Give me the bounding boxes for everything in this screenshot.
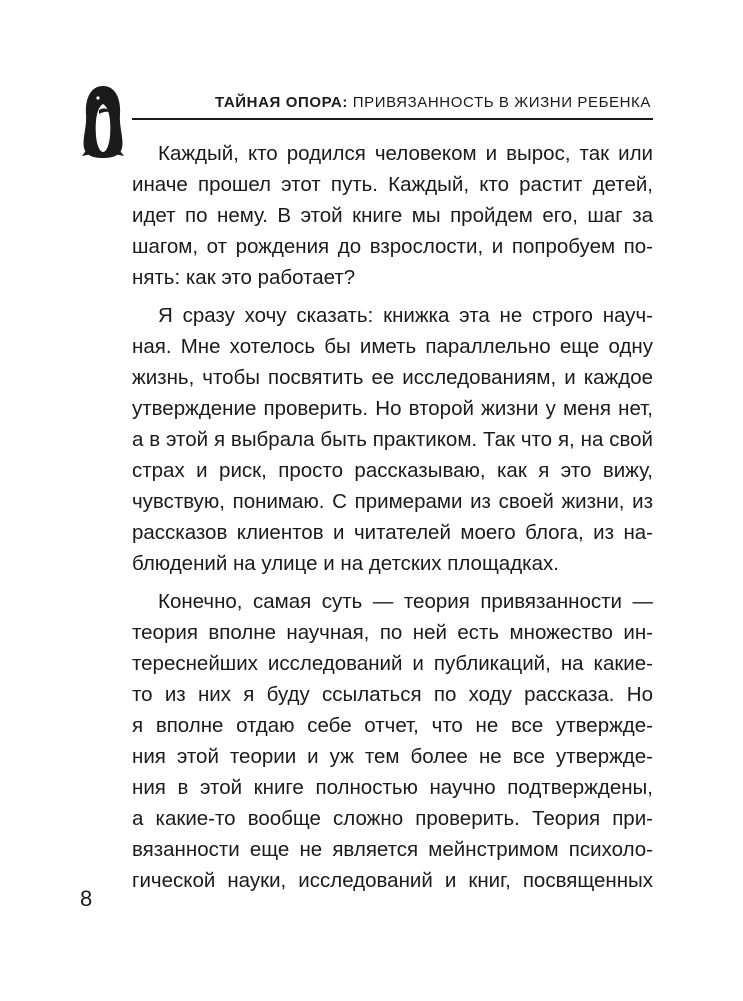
penguin-logo-icon <box>80 84 126 158</box>
page-number: 8 <box>80 886 93 911</box>
text-line: нять: как это работает? <box>132 266 356 289</box>
text-line: рассказов клиентов и читателей моего блога, из на- <box>132 521 653 544</box>
text-line: Конечно, самая суть — теория привязанности — <box>158 590 653 613</box>
text-line: ная. Мне хотелось бы иметь параллельно еще одну <box>132 335 653 358</box>
text-line: Каждый, кто родился человеком и вырос, так или <box>158 142 653 165</box>
text-line: Я сразу хочу сказать: книжка эта не строго науч- <box>158 304 653 327</box>
text-line: блюдений на улице и на детских площадках. <box>132 552 559 575</box>
text-line: гической науки, исследований и книг, посвященных <box>132 869 653 892</box>
text-line: а какие-то вообще сложно проверить. Теория при- <box>132 807 653 830</box>
header-title-bold: ТАЙНАЯ ОПОРА: <box>215 94 348 111</box>
text-line: я вполне отдаю себе отчет, что не все утвержде- <box>132 714 653 737</box>
text-line: шагом, от рождения до взрослости, и попробуем по- <box>132 235 653 258</box>
header-title-rest: ПРИВЯЗАННОСТЬ В ЖИЗНИ РЕБЕНКА <box>347 94 651 111</box>
text-line: чувствую, понимаю. С примерами из своей жизни, из <box>132 490 653 513</box>
text-line: страх и риск, просто рассказываю, как я это вижу, <box>132 459 653 482</box>
text-line: утверждение проверить. Но второй жизни у меня нет, <box>132 397 653 420</box>
text-line: а в этой я выбрала быть практиком. Так что я, на свой <box>132 428 653 451</box>
text-line: идет по нему. В этой книге мы пройдем его, шаг за <box>132 204 653 227</box>
body-text <box>132 138 653 896</box>
running-header <box>215 94 651 111</box>
text-line: то из них я буду ссылаться по ходу рассказа. Но <box>132 683 653 706</box>
text-line: теория вполне научная, по ней есть множество ин- <box>132 621 653 644</box>
text-line: вязанности еще не является мейнстримом психоло- <box>132 838 653 861</box>
text-line: тереснейших исследований и публикаций, на какие- <box>132 652 653 675</box>
text-line: иначе прошел этот путь. Каждый, кто растит детей, <box>132 173 653 196</box>
text-line: ния в этой книге полностью научно подтверждены, <box>132 776 653 799</box>
text-line: ния этой теории и уж тем более не все утвержде- <box>132 745 653 768</box>
header-rule <box>132 118 653 120</box>
text-line: жизнь, чтобы посвятить ее исследованиям, и каждое <box>132 366 653 389</box>
